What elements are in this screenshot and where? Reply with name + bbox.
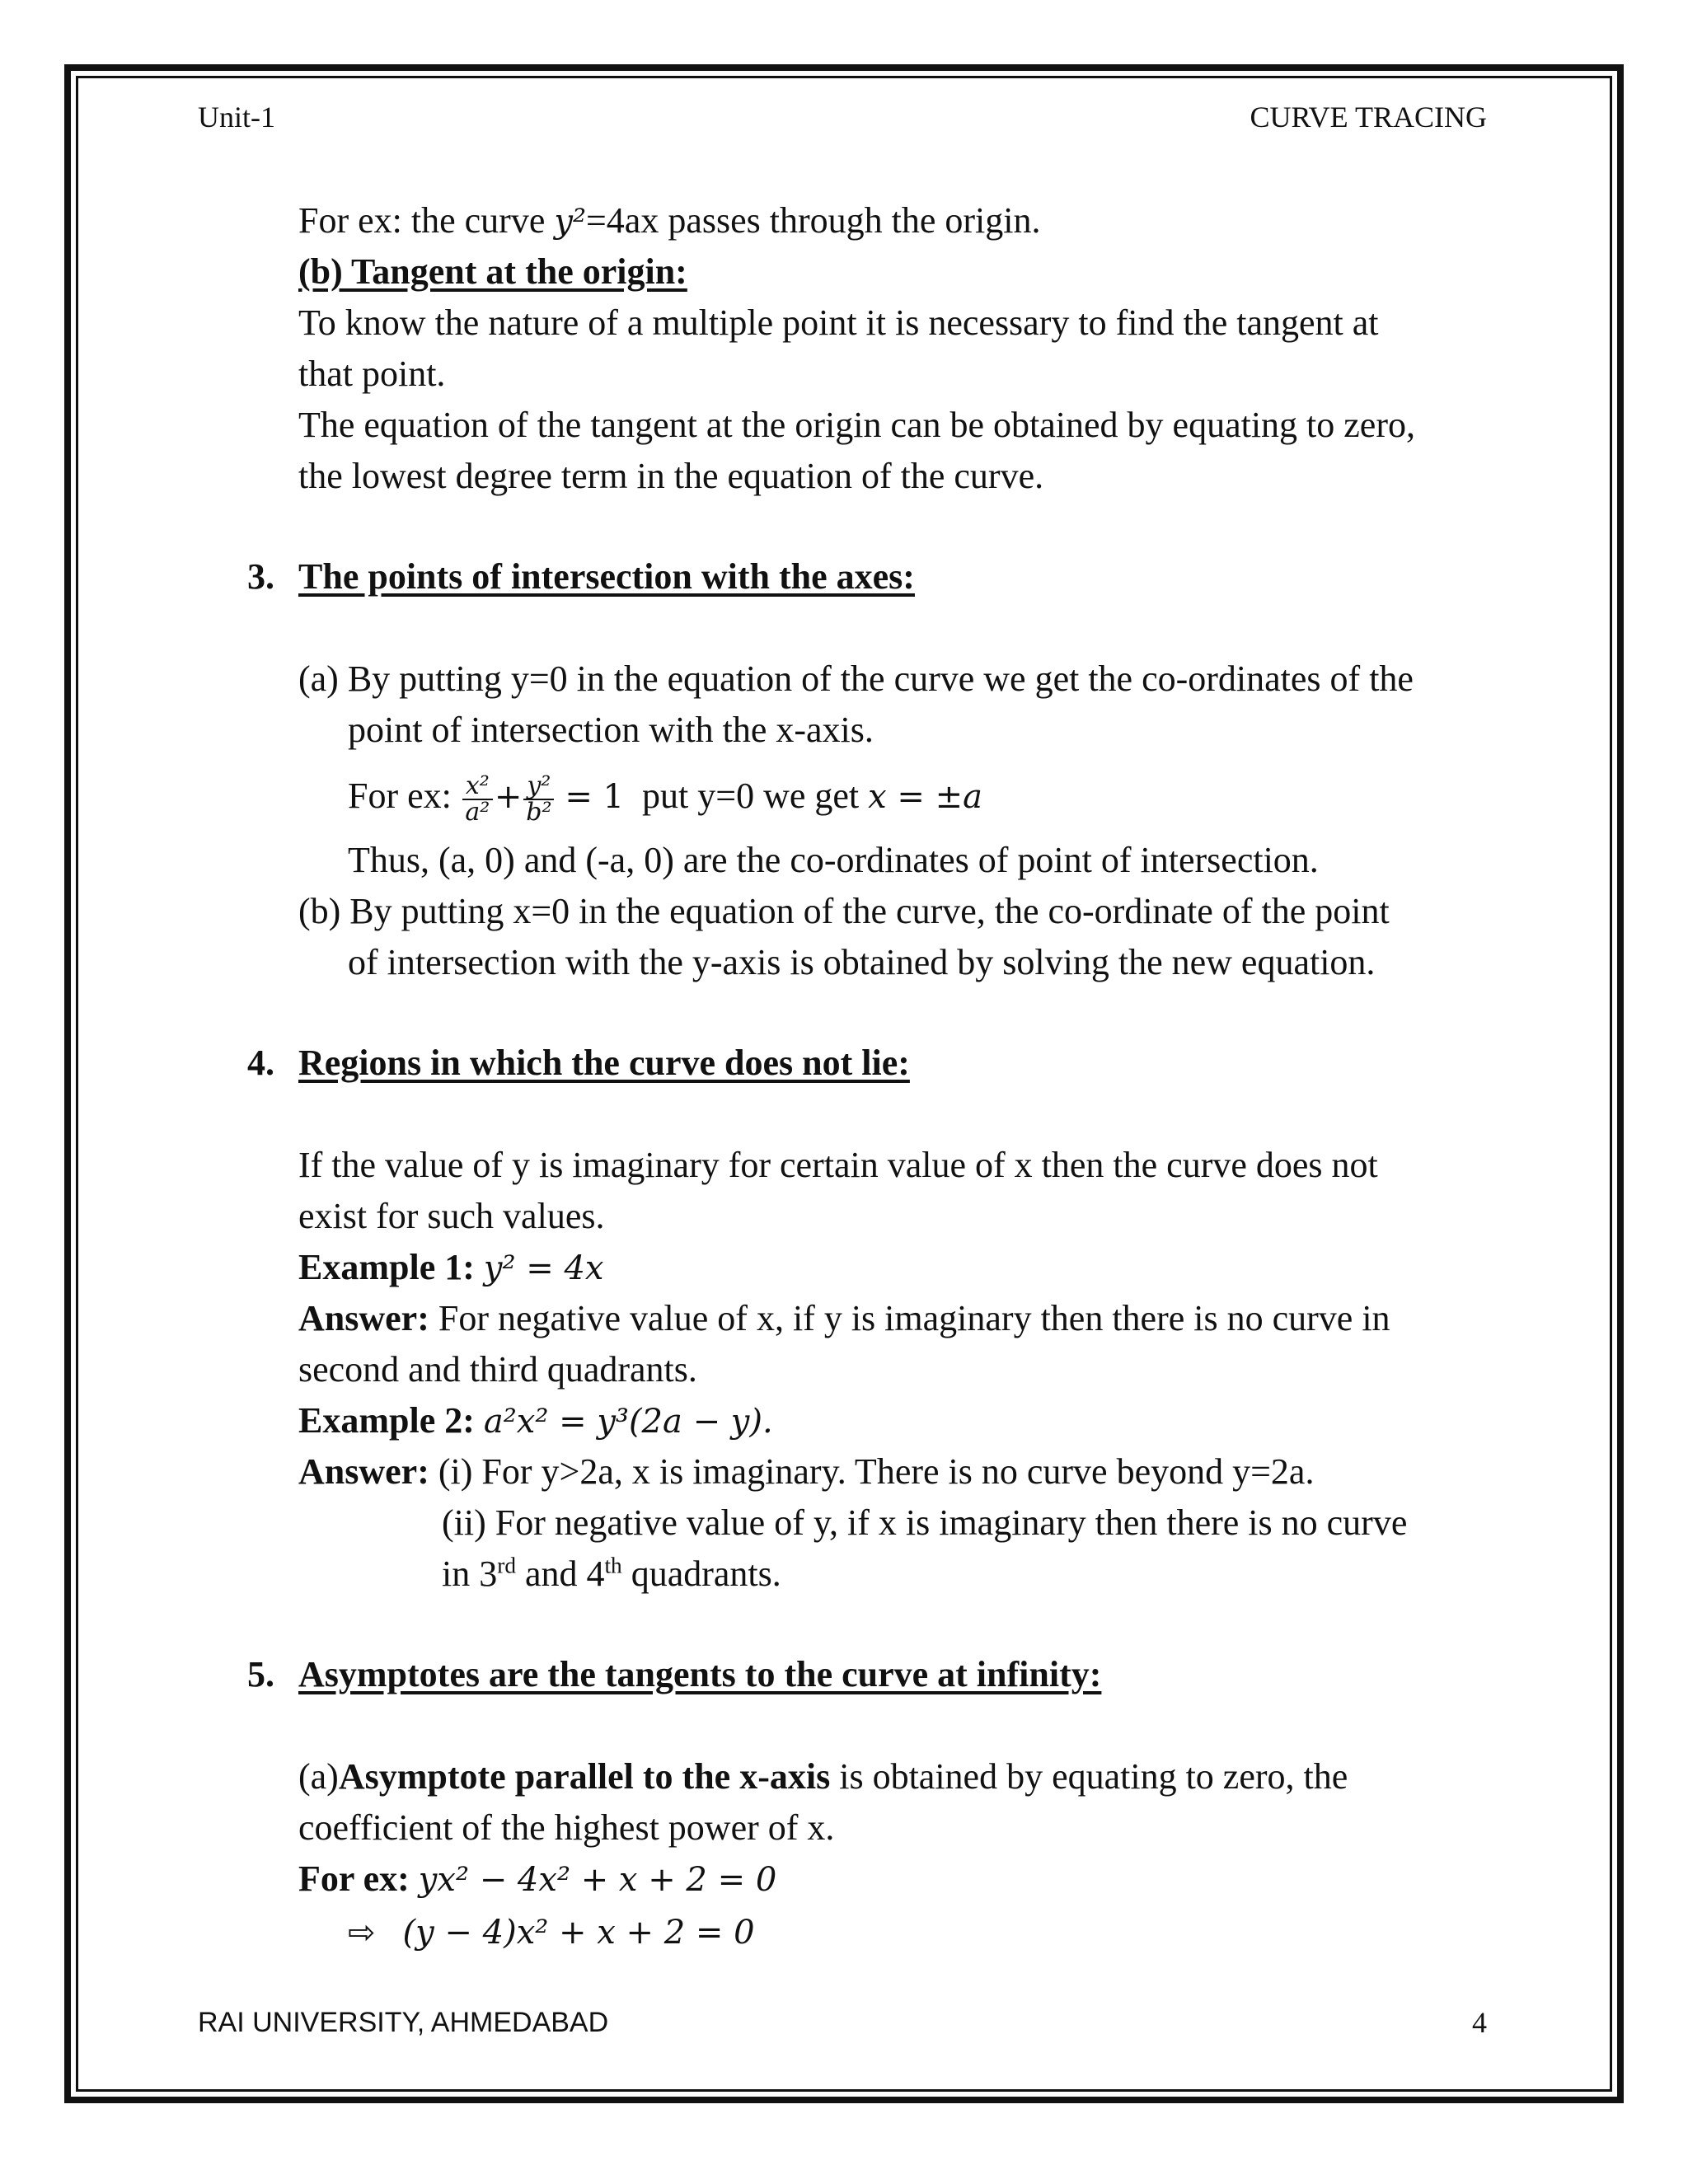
right-arrow-icon: ⇨ [348,1914,376,1952]
para-line: of intersection with the y-axis is obtained by solving the new equation. [348,942,1376,982]
para-line: second and third quadrants. [298,1349,697,1390]
example-origin: For ex: the curve y²=4ax passes through the origin. [298,200,1041,241]
answer-1: Answer: For negative value of x, if y is imaginary then there is no curve in [298,1298,1390,1338]
para-line: in 3rd and 4th quadrants. [442,1553,781,1594]
answer-2: Answer: (i) For y>2a, x is imaginary. There is no curve beyond y=2a. [298,1451,1315,1492]
section-4-number: 4. [247,1043,274,1083]
para-line: (ii) For negative value of y, if x is imaginary then there is no curve [442,1502,1408,1543]
header-unit: Unit-1 [198,101,275,134]
section-4-heading: Regions in which the curve does not lie: [298,1043,910,1083]
para-line: exist for such values. [298,1196,605,1236]
para-line: (b) By putting x=0 in the equation of the curve, the co-ordinate of the point [298,891,1390,931]
example-1: Example 1: y² = 4x [298,1247,604,1287]
example-ellipse: For ex: $\frac{\text{x²}}{\text{a²}}$ + $\frac{\text{y²}}{\text{b²}}$ = 1 put y=0 we get x = ±a [348,771,983,827]
para-line: Thus, (a, 0) and (-a, 0) are the co-ordinates of point of intersection. [348,840,1319,880]
para-line: To know the nature of a multiple point it is necessary to find the tangent at [298,302,1379,343]
header-title: CURVE TRACING [1250,101,1487,134]
para-line: that point. [298,354,446,394]
subheading-tangent-origin: (b) Tangent at the origin: [298,251,687,292]
example-2: Example 2: a²x² = y³(2a − y). [298,1400,773,1441]
section-5-heading: Asymptotes are the tangents to the curve at infinity: [298,1654,1102,1694]
section-5-number: 5. [247,1654,274,1694]
para-line: The equation of the tangent at the origin can be obtained by equating to zero, [298,405,1415,445]
footer-page-number: 4 [1472,2006,1487,2039]
fraction: $\frac{\text{y²}}{\text{b²}}$ [523,774,554,825]
para-line: point of intersection with the x-axis. [348,710,874,750]
footer-university: RAI UNIVERSITY, AHMEDABAD [198,2007,609,2038]
implication-line: ⇨ (y − 4)x² + x + 2 = 0 [348,1914,755,1952]
para-line: (a) By putting y=0 in the equation of the curve we get the co-ordinates of the [298,658,1414,699]
para-line: coefficient of the highest power of x. [298,1807,835,1848]
example-asymptote: For ex: yx² − 4x² + x + 2 = 0 [298,1858,777,1899]
section-3-number: 3. [247,556,274,597]
para-line: the lowest degree term in the equation of the curve. [298,456,1044,496]
section-3-heading: The points of intersection with the axes: [298,556,915,597]
asymptote-para: (a)Asymptote parallel to the x-axis is obtained by equating to zero, the [298,1756,1348,1797]
para-line: If the value of y is imaginary for certain value of x then the curve does not [298,1145,1378,1185]
fraction: $\frac{\text{x²}}{\text{a²}}$ [462,774,493,825]
